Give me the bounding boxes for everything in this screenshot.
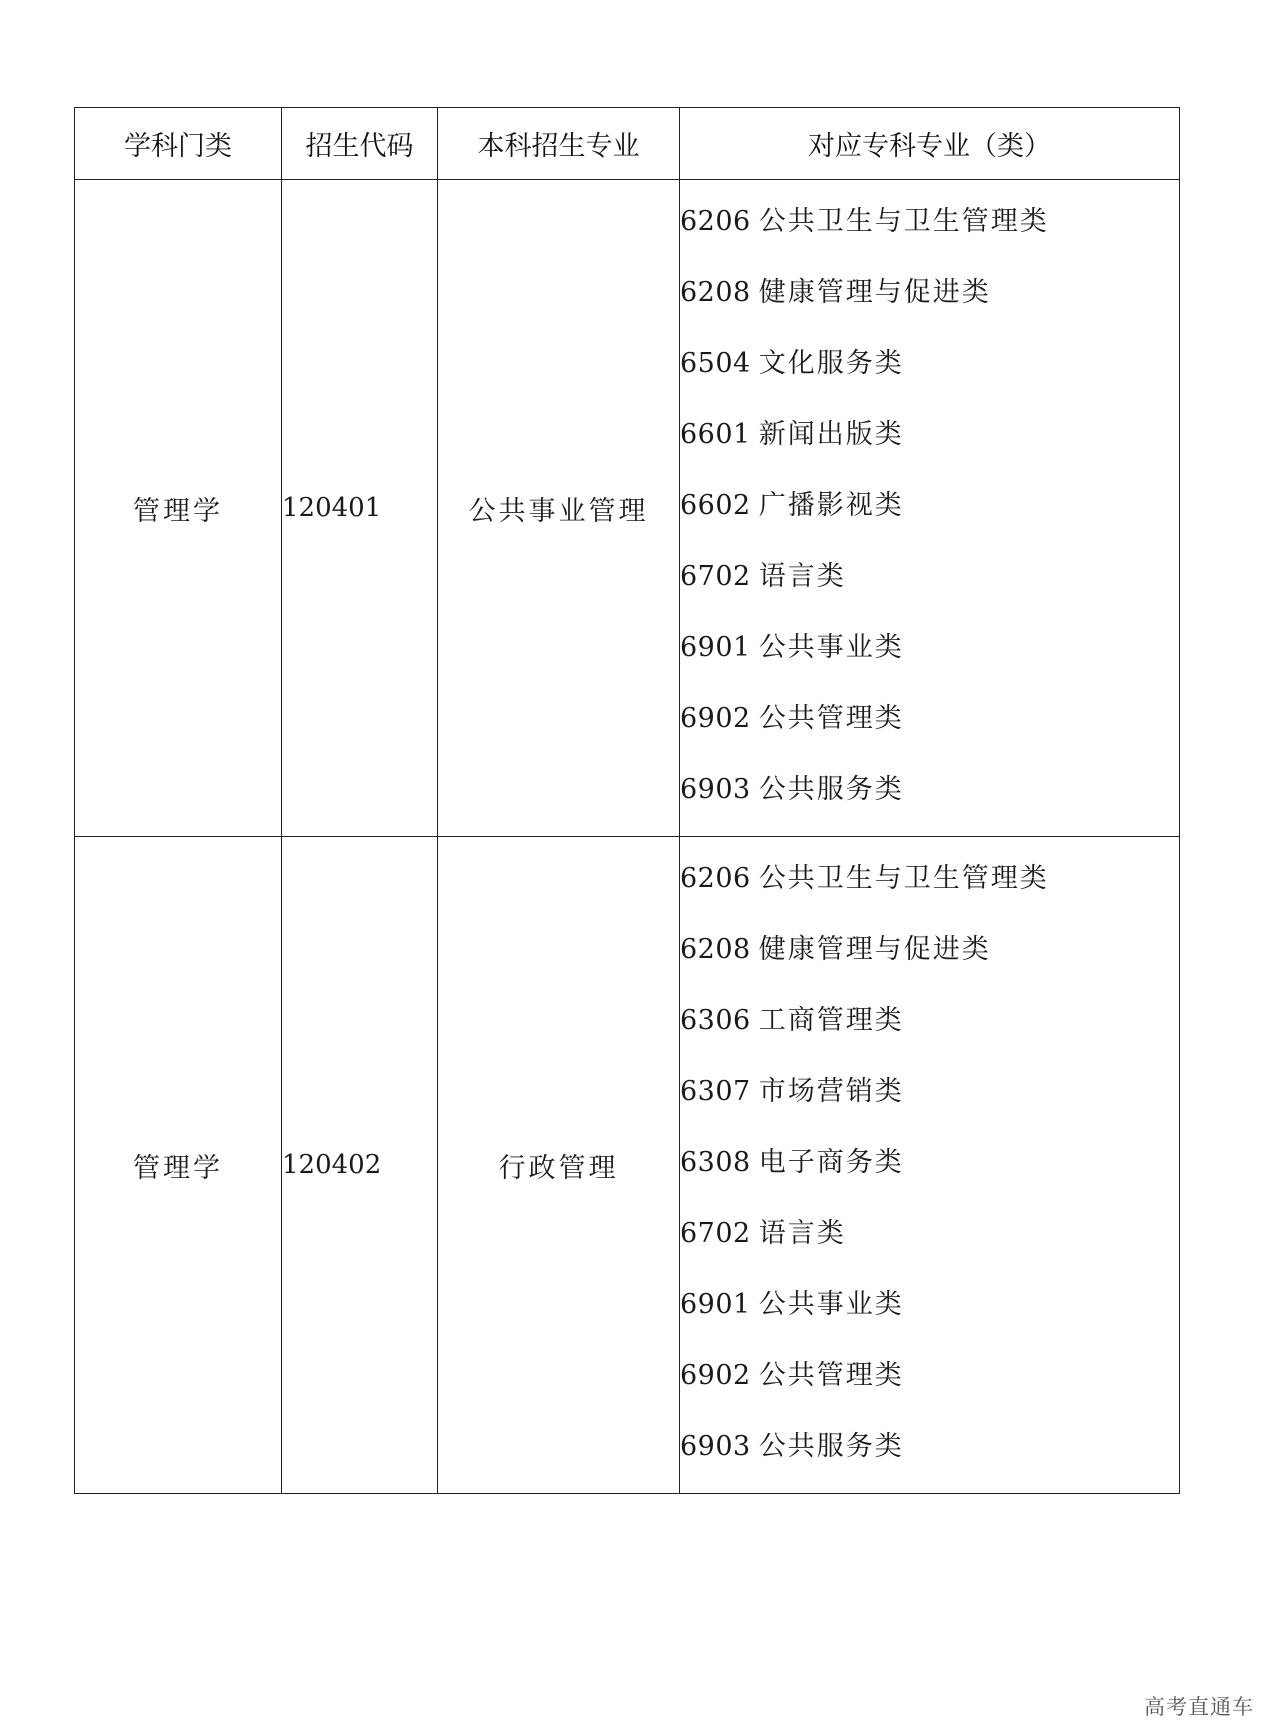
list-item bbox=[680, 197, 1179, 268]
related-majors-cell bbox=[680, 837, 1180, 1494]
related-name: 公共事业类 bbox=[758, 632, 904, 663]
related-code: 6903 bbox=[680, 774, 751, 805]
table-row bbox=[75, 837, 1180, 1494]
code-cell: 120402 bbox=[282, 837, 438, 1494]
related-code: 6206 bbox=[680, 206, 751, 237]
related-name: 语言类 bbox=[758, 1218, 846, 1249]
related-name: 公共卫生与卫生管理类 bbox=[758, 206, 1049, 237]
related-name: 公共卫生与卫生管理类 bbox=[758, 863, 1049, 894]
related-majors-cell bbox=[680, 180, 1180, 837]
list-item bbox=[680, 925, 1179, 996]
related-name: 公共服务类 bbox=[758, 774, 904, 805]
program-table bbox=[74, 107, 1180, 1494]
related-name: 公共管理类 bbox=[758, 703, 904, 734]
code-cell: 120401 bbox=[282, 180, 438, 837]
related-code: 6308 bbox=[680, 1147, 751, 1178]
header-related-majors: 对应专科专业（类） bbox=[680, 108, 1180, 180]
related-majors-list bbox=[680, 837, 1179, 1493]
related-name: 电子商务类 bbox=[758, 1147, 904, 1178]
related-code: 6208 bbox=[680, 934, 751, 965]
list-item bbox=[680, 268, 1179, 339]
header-discipline: 学科门类 bbox=[75, 108, 282, 180]
related-code: 6902 bbox=[680, 703, 751, 734]
list-item bbox=[680, 1422, 1179, 1493]
major-cell: 公共事业管理 bbox=[438, 180, 680, 837]
table-row bbox=[75, 180, 1180, 837]
major-cell: 行政管理 bbox=[438, 837, 680, 1494]
related-code: 6602 bbox=[680, 490, 751, 521]
list-item bbox=[680, 765, 1179, 836]
list-item bbox=[680, 1351, 1179, 1422]
list-item bbox=[680, 410, 1179, 481]
related-name: 市场营销类 bbox=[758, 1076, 904, 1107]
related-code: 6601 bbox=[680, 419, 751, 450]
watermark-text: 高考直通车 bbox=[1144, 1695, 1254, 1719]
related-code: 6702 bbox=[680, 561, 751, 592]
related-name: 广播影视类 bbox=[758, 490, 904, 521]
related-name: 公共事业类 bbox=[758, 1289, 904, 1320]
related-code: 6702 bbox=[680, 1218, 751, 1249]
list-item bbox=[680, 339, 1179, 410]
list-item bbox=[680, 481, 1179, 552]
related-code: 6208 bbox=[680, 277, 751, 308]
related-name: 工商管理类 bbox=[758, 1005, 904, 1036]
related-name: 健康管理与促进类 bbox=[758, 934, 991, 965]
related-code: 6902 bbox=[680, 1360, 751, 1391]
related-code: 6901 bbox=[680, 1289, 751, 1320]
header-undergrad-major: 本科招生专业 bbox=[438, 108, 680, 180]
discipline-cell: 管理学 bbox=[75, 180, 282, 837]
list-item bbox=[680, 1209, 1179, 1280]
related-name: 语言类 bbox=[758, 561, 846, 592]
related-name: 文化服务类 bbox=[758, 348, 904, 379]
list-item bbox=[680, 1280, 1179, 1351]
related-code: 6206 bbox=[680, 863, 751, 894]
related-name: 公共管理类 bbox=[758, 1360, 904, 1391]
related-code: 6901 bbox=[680, 632, 751, 663]
related-code: 6306 bbox=[680, 1005, 751, 1036]
related-code: 6903 bbox=[680, 1431, 751, 1462]
list-item bbox=[680, 552, 1179, 623]
header-code: 招生代码 bbox=[282, 108, 438, 180]
list-item bbox=[680, 854, 1179, 925]
related-name: 新闻出版类 bbox=[758, 419, 904, 450]
list-item bbox=[680, 694, 1179, 765]
related-name: 公共服务类 bbox=[758, 1431, 904, 1462]
related-majors-list bbox=[680, 180, 1179, 836]
related-name: 健康管理与促进类 bbox=[758, 277, 991, 308]
related-code: 6307 bbox=[680, 1076, 751, 1107]
related-code: 6504 bbox=[680, 348, 751, 379]
list-item bbox=[680, 623, 1179, 694]
discipline-cell: 管理学 bbox=[75, 837, 282, 1494]
list-item bbox=[680, 1138, 1179, 1209]
list-item bbox=[680, 1067, 1179, 1138]
list-item bbox=[680, 996, 1179, 1067]
header-row bbox=[75, 108, 1180, 180]
